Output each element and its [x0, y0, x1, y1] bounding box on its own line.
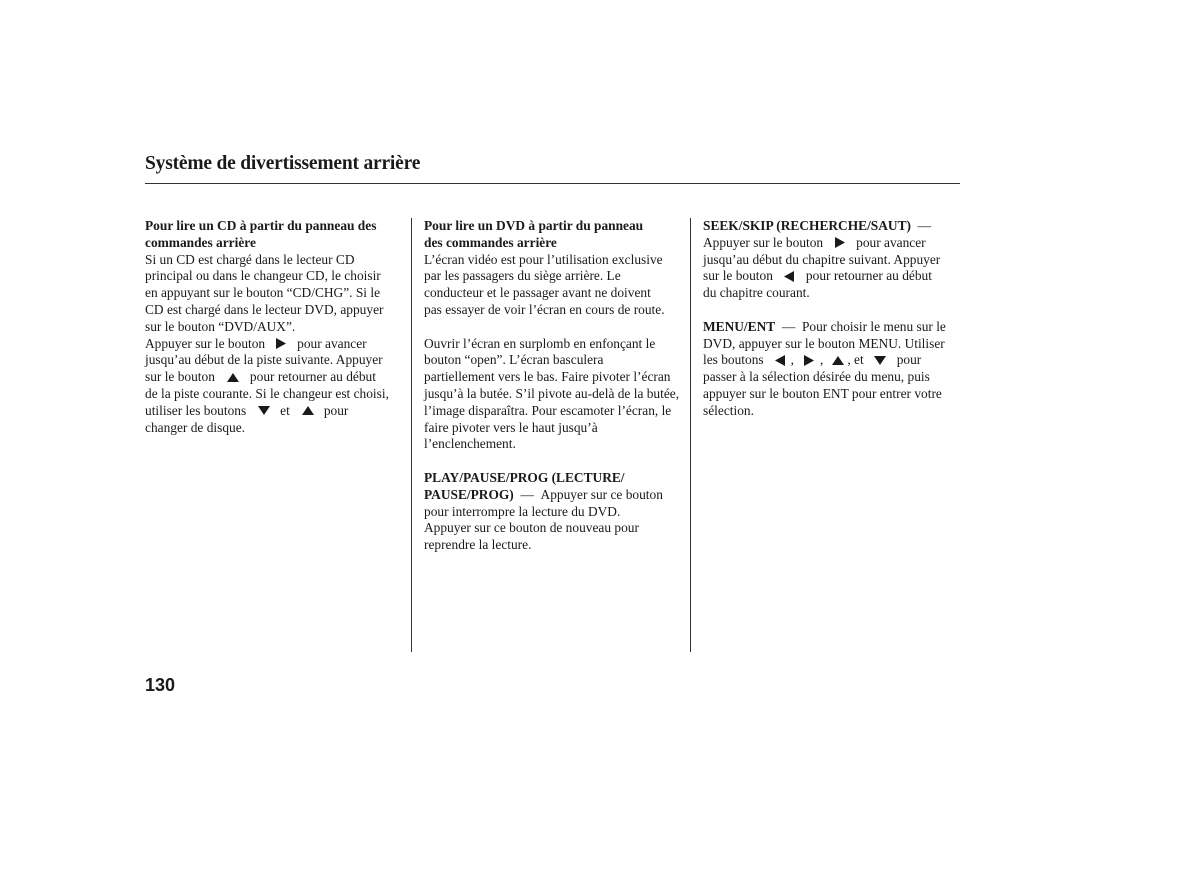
menu-heading-line: [703, 319, 965, 336]
dvd-text-line: bouton “open”. L’écran basculera: [424, 352, 604, 368]
page-number: 130: [145, 675, 176, 695]
paragraph-gap: [703, 302, 965, 319]
cd-heading-line-1: Pour lire un CD à partir du panneau des: [145, 218, 377, 233]
dvd-text-line: conducteur et le passager avant ne doivent: [424, 285, 651, 301]
cd-text-line: sur le bouton “DVD/AUX”.: [145, 318, 296, 334]
column-controls: [703, 218, 965, 420]
cd-text-fragment: utiliser les boutons: [145, 402, 247, 418]
down-arrow-icon: [258, 406, 270, 415]
seek-text-line: jusqu’au début du chapitre suivant. Appuyer: [703, 251, 941, 267]
cd-heading-line-2: commandes arrière: [145, 234, 256, 250]
menu-text-fragment: ,: [790, 352, 794, 368]
cd-text-line: de la piste courante. Si le changeur est choisi,: [145, 385, 389, 401]
dvd-heading-line-2: des commandes arrière: [424, 234, 557, 250]
menu-heading: MENU/ENT: [703, 318, 776, 334]
column-divider-1: [411, 218, 412, 652]
dvd-text-line: pas essayer de voir l’écran en cours de route.: [424, 301, 665, 317]
cd-text-line: [145, 403, 405, 420]
right-arrow-icon: [276, 338, 286, 349]
menu-text-line: DVD, appuyer sur le bouton MENU. Utiliser: [703, 335, 945, 351]
column-dvd: [424, 218, 686, 554]
dvd-text-line: L’écran vidéo est pour l’utilisation exclusive: [424, 251, 663, 267]
page-title: Système de divertissement arrière: [145, 153, 421, 174]
dvd-text-line: l’image disparaîtra. Pour escamoter l’écran, le: [424, 402, 672, 418]
cd-text-line: CD est chargé dans le lecteur DVD, appuyer: [145, 301, 384, 317]
left-arrow-icon: [775, 355, 785, 366]
seek-text-line: [703, 235, 965, 252]
play-text-fragment: — Appuyer sur ce bouton: [513, 486, 663, 502]
seek-text-line: du chapitre courant.: [703, 285, 810, 301]
cd-text-fragment: Appuyer sur le bouton: [145, 335, 266, 351]
play-text-line: pour interrompre la lecture du DVD.: [424, 503, 621, 519]
left-arrow-icon: [784, 271, 794, 282]
cd-text-line: principal ou dans le changeur CD, le choisir: [145, 268, 381, 284]
up-arrow-icon: [302, 406, 314, 415]
menu-text-line: passer à la sélection désirée du menu, puis: [703, 369, 930, 385]
menu-text-fragment: , et: [847, 352, 864, 368]
menu-text-line: sélection.: [703, 402, 754, 418]
play-heading-line-2: [424, 487, 686, 504]
menu-text-line: appuyer sur le bouton ENT pour entrer votre: [703, 385, 942, 401]
seek-text-line: [703, 268, 965, 285]
cd-text-fragment: sur le bouton: [145, 369, 215, 385]
play-heading-fragment: PAUSE/PROG): [424, 486, 514, 502]
seek-text-fragment: sur le bouton: [703, 268, 773, 284]
paragraph-gap: [424, 453, 686, 470]
right-arrow-icon: [835, 237, 845, 248]
menu-text-line: [703, 352, 965, 369]
cd-text-line: [145, 336, 405, 353]
seek-heading-line: [703, 218, 965, 235]
dvd-text-line: par les passagers du siège arrière. Le: [424, 268, 621, 284]
seek-dash: —: [910, 218, 932, 233]
cd-text-line: Si un CD est chargé dans le lecteur CD: [145, 251, 355, 267]
menu-text-fragment: les boutons: [703, 352, 764, 368]
dvd-text-line: partiellement vers le bas. Faire pivoter l’écran: [424, 369, 671, 385]
play-text-line: Appuyer sur ce bouton de nouveau pour: [424, 520, 639, 536]
play-text-line: reprendre la lecture.: [424, 537, 532, 553]
cd-text-line: en appuyant sur le bouton “CD/CHG”. Si le: [145, 285, 381, 301]
paragraph-gap: [424, 319, 686, 336]
column-cd: [145, 218, 405, 436]
down-arrow-icon: [874, 356, 886, 365]
cd-text-fragment: et: [280, 402, 290, 418]
column-divider-2: [690, 218, 691, 652]
up-arrow-icon: [832, 356, 844, 365]
up-arrow-icon: [227, 373, 239, 382]
seek-text-fragment: pour retourner au début: [805, 268, 932, 284]
cd-text-line: [145, 369, 405, 386]
dvd-heading-line-1: Pour lire un DVD à partir du panneau: [424, 218, 644, 233]
seek-heading: SEEK/SKIP (RECHERCHE/SAUT): [703, 218, 911, 233]
menu-text-fragment: pour: [896, 352, 922, 368]
dvd-text-line: Ouvrir l’écran en surplomb en enfonçant le: [424, 335, 656, 351]
dvd-text-line: jusqu’à la butée. S’il pivote au-delà de la butée,: [424, 385, 680, 401]
menu-text-fragment: — Pour choisir le menu sur le: [775, 318, 946, 334]
cd-text-line: changer de disque.: [145, 419, 246, 435]
play-heading-line-1: PLAY/PAUSE/PROG (LECTURE/: [424, 469, 625, 485]
dvd-text-line: faire pivoter vers le haut jusqu’à: [424, 419, 598, 435]
title-rule: [145, 183, 960, 184]
dvd-text-line: l’enclenchement.: [424, 436, 516, 452]
right-arrow-icon: [804, 355, 814, 366]
seek-text-fragment: Appuyer sur le bouton: [703, 234, 824, 250]
cd-text-fragment: pour: [323, 402, 349, 418]
seek-text-fragment: pour avancer: [856, 234, 926, 250]
cd-text-fragment: pour avancer: [297, 335, 367, 351]
cd-text-fragment: pour retourner au début: [249, 369, 376, 385]
cd-text-line: jusqu’au début de la piste suivante. Appuyer: [145, 352, 383, 368]
menu-text-fragment: ,: [820, 352, 824, 368]
